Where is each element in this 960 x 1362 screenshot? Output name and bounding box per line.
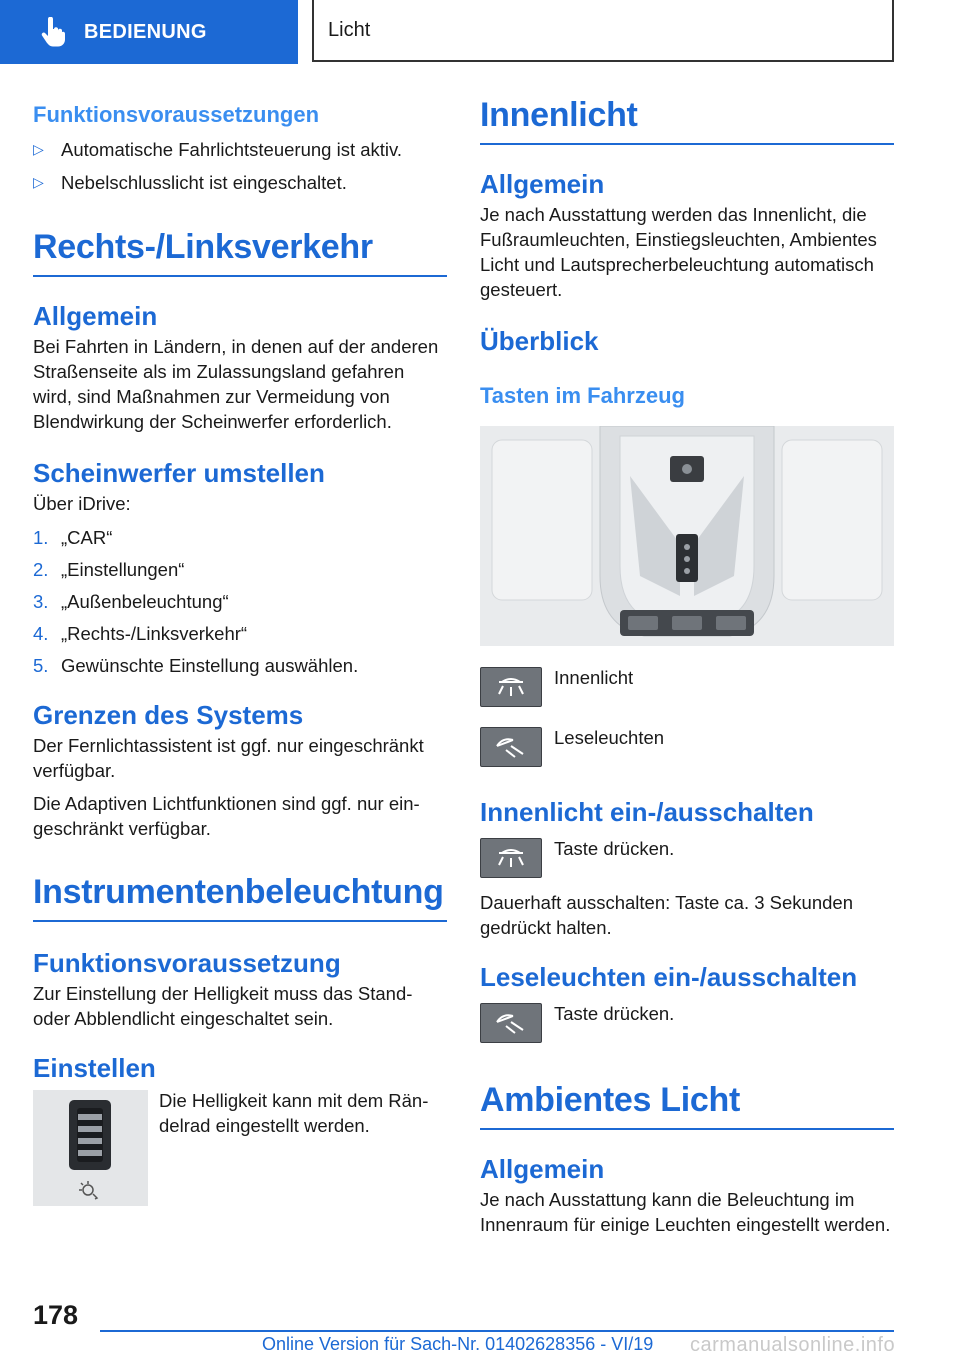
lese-switch-text: Taste drücken.: [554, 1003, 675, 1024]
dimmer-wheel-image: [33, 1090, 148, 1206]
innen-switch-heading: Innenlicht ein-/ausschalten: [480, 797, 814, 827]
allgemein-text: Je nach Ausstattung werden das Innenlicht, die Fußraumleuchten, Einstiegsleuchten, Ambientes Licht und Lautsprecherbeleuchtung automatisch gesteuert.: [480, 204, 877, 300]
step-item: 1. „CAR“: [33, 527, 113, 548]
rl-allgemein-heading: Allgemein: [33, 301, 158, 331]
watermark: carmanualsonline.info: [690, 1334, 896, 1356]
overhead-console-image: [480, 426, 894, 646]
chapter-title: Licht: [328, 18, 371, 41]
lese-switch-heading: Leseleuchten ein-/ausschalten: [480, 962, 858, 992]
right-column: [480, 96, 894, 1237]
triangle-bullet-icon: ▷: [33, 141, 44, 157]
innen-title: Innenlicht: [480, 96, 894, 145]
tasten-heading: Tasten im Fahrzeug: [480, 383, 685, 408]
step-item: 4. „Rechts-/Linksverkehr“: [33, 623, 248, 644]
interior-light-icon: [480, 838, 542, 878]
ambient-text: Je nach Ausstattung kann die Beleuchtung im Innenraum für einige Leuchten eingestellt werden.: [480, 1189, 891, 1235]
grenzen-heading: Grenzen des Systems: [33, 700, 304, 730]
einstellen-text: Die Helligkeit kann mit dem Rändelrad eingestellt werden.: [159, 1090, 429, 1136]
list-item: ▷ Nebelschlusslicht ist eingeschaltet.: [33, 172, 347, 193]
legend-row: [480, 727, 894, 767]
legend-label: Innenlicht: [554, 667, 634, 688]
grenzen-text-1: Der Fernlichtassistent ist ggf. nur eingeschränkt verfügbar.: [33, 735, 424, 781]
instr-fv-heading: Funktionsvoraussetzung: [33, 948, 341, 978]
rl-title: Rechts-/Linksverkehr: [33, 228, 447, 277]
section-label: BEDIENUNG: [84, 20, 207, 43]
step-item: 2. „Einstellungen“: [33, 559, 185, 580]
ueberblick-heading: Überblick: [480, 326, 599, 356]
rl-allgemein-text: Bei Fahrten in Ländern, in denen auf der anderen Straßenseite als im Zulassungsland gefahren wird, sind Maßnahmen zur Vermeidung von Blendwirkung der Scheinwerfer erforderlich.: [33, 336, 439, 432]
step-item: 3. „Außenbeleuchtung“: [33, 591, 229, 612]
triangle-bullet-icon: ▷: [33, 174, 44, 190]
allgemein-heading: Allgemein: [480, 169, 605, 199]
interior-light-icon: [480, 667, 542, 707]
chapter-header: [312, 0, 894, 62]
page-number: 178: [33, 1300, 79, 1330]
instr-fv-text: Zur Einstellung der Helligkeit muss das Stand- oder Abblendlicht eingeschaltet sein.: [33, 983, 413, 1029]
legend-label: Leseleuchten: [554, 727, 665, 748]
instr-title: Instrumentenbeleuchtung: [33, 873, 447, 922]
innen-switch-note: Dauerhaft ausschalten: Taste ca. 3 Sekunden gedrückt halten.: [480, 892, 853, 938]
left-column: [33, 96, 447, 1206]
reading-light-icon: [480, 1003, 542, 1043]
ambient-allgemein-heading: Allgemein: [480, 1154, 605, 1184]
section-tab: [0, 0, 298, 64]
scheinwerfer-heading: Scheinwerfer umstellen: [33, 458, 325, 488]
footer-divider: [100, 1330, 894, 1332]
list-item: ▷ Automatische Fahrlichtsteuerung ist aktiv.: [33, 139, 403, 160]
online-version-text: Online Version für Sach-Nr. 01402628356 - VI/19: [262, 1334, 654, 1354]
innen-switch-text: Taste drücken.: [554, 838, 675, 859]
einstellen-heading: Einstellen: [33, 1053, 156, 1083]
grenzen-text-2: Die Adaptiven Lichtfunktionen sind ggf. nur eingeschränkt verfügbar.: [33, 793, 420, 839]
legend-row: [480, 667, 894, 707]
step-item: 5. Gewünschte Einstellung auswählen.: [33, 655, 359, 676]
hand-pointer-icon: [40, 17, 66, 47]
scheinwerfer-intro: Über iDrive:: [33, 493, 131, 514]
funktion-heading: Funktionsvoraussetzungen: [33, 102, 320, 127]
reading-light-icon: [480, 727, 542, 767]
ambient-title: Ambientes Licht: [480, 1081, 894, 1130]
